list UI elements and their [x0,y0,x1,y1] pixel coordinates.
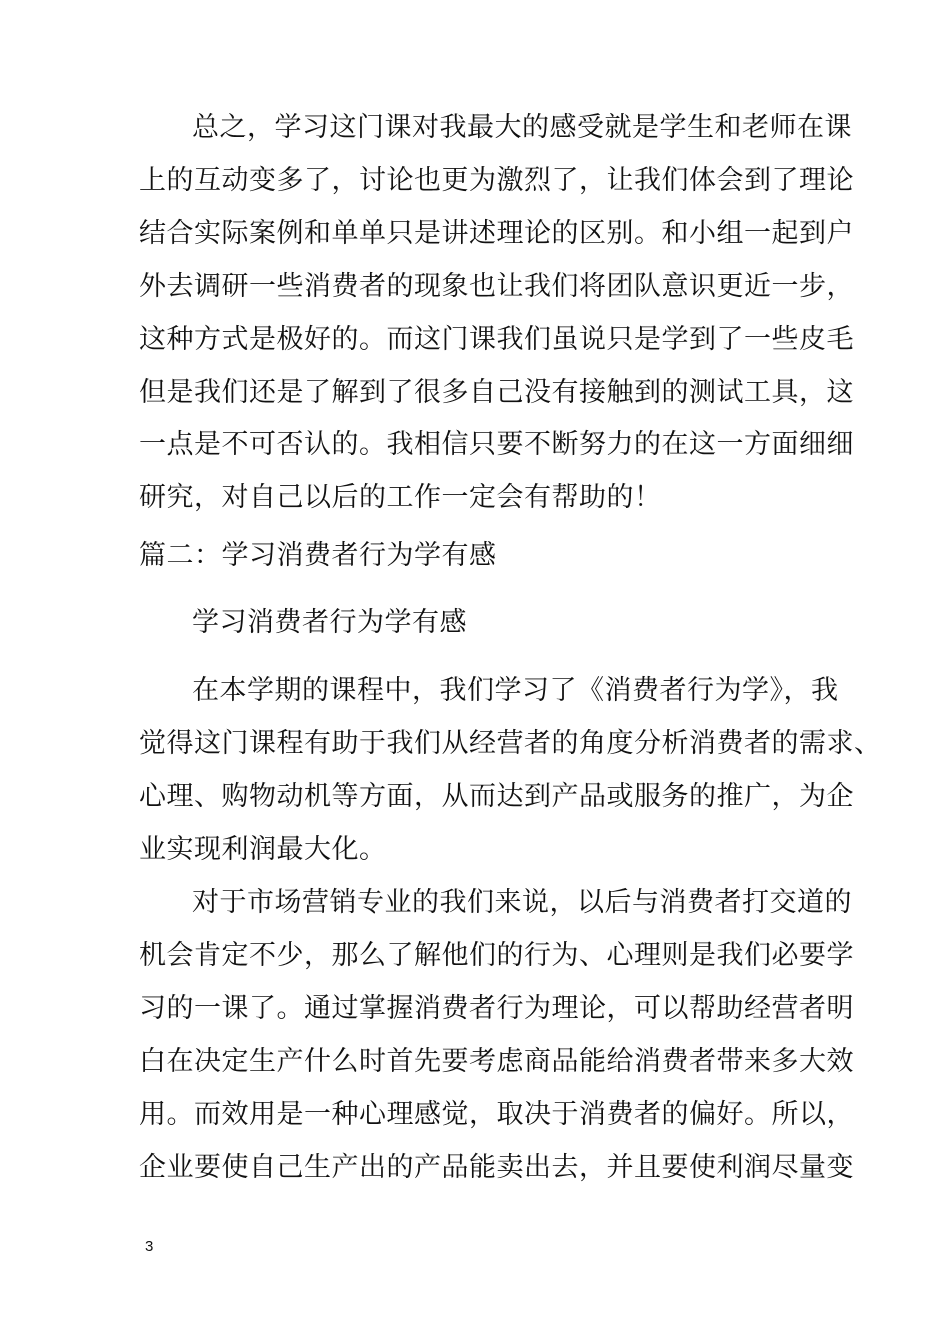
paragraph-line: 业实现利润最大化。 [139,834,387,865]
page-number: 3 [145,1238,154,1255]
paragraph-line: 上的互动变多了，讨论也更为激烈了，让我们体会到了理论 [139,165,854,196]
paragraph-line: 研究，对自己以后的工作一定会有帮助的！ [139,482,662,513]
paragraph-line: 总之，学习这门课对我最大的感受就是学生和老师在课 [192,112,852,143]
article-title: 学习消费者行为学有感 [192,607,467,638]
paragraph-line: 但是我们还是了解到了很多自己没有接触到的测试工具，这 [139,377,854,408]
paragraph-line: 白在决定生产什么时首先要考虑商品能给消费者带来多大效 [139,1046,854,1077]
paragraph-line: 外去调研一些消费者的现象也让我们将团队意识更近一步， [139,271,854,302]
paragraph-line: 在本学期的课程中，我们学习了《消费者行为学》，我 [192,675,839,706]
paragraph-line: 这种方式是极好的。而这门课我们虽说只是学到了一些皮毛 [139,324,854,355]
paragraph-line: 企业要使自己生产出的产品能卖出去，并且要使利润尽量变 [139,1152,854,1183]
paragraph-line: 对于市场营销专业的我们来说，以后与消费者打交道的 [192,887,852,918]
paragraph-line: 机会肯定不少，那么了解他们的行为、心理则是我们必要学 [139,940,854,971]
paragraph-line: 觉得这门课程有助于我们从经营者的角度分析消费者的需求、 [139,728,882,759]
paragraph-line: 心理、购物动机等方面，从而达到产品或服务的推广，为企 [139,781,854,812]
paragraph-line: 一点是不可否认的。我相信只要不断努力的在这一方面细细 [139,429,854,460]
paragraph-line: 用。而效用是一种心理感觉，取决于消费者的偏好。所以， [139,1099,854,1130]
paragraph-line: 结合实际案例和单单只是讲述理论的区别。和小组一起到户 [139,218,854,249]
paragraph-line: 习的一课了。通过掌握消费者行为理论，可以帮助经营者明 [139,993,854,1024]
section-heading: 篇二：学习消费者行为学有感 [139,540,497,571]
